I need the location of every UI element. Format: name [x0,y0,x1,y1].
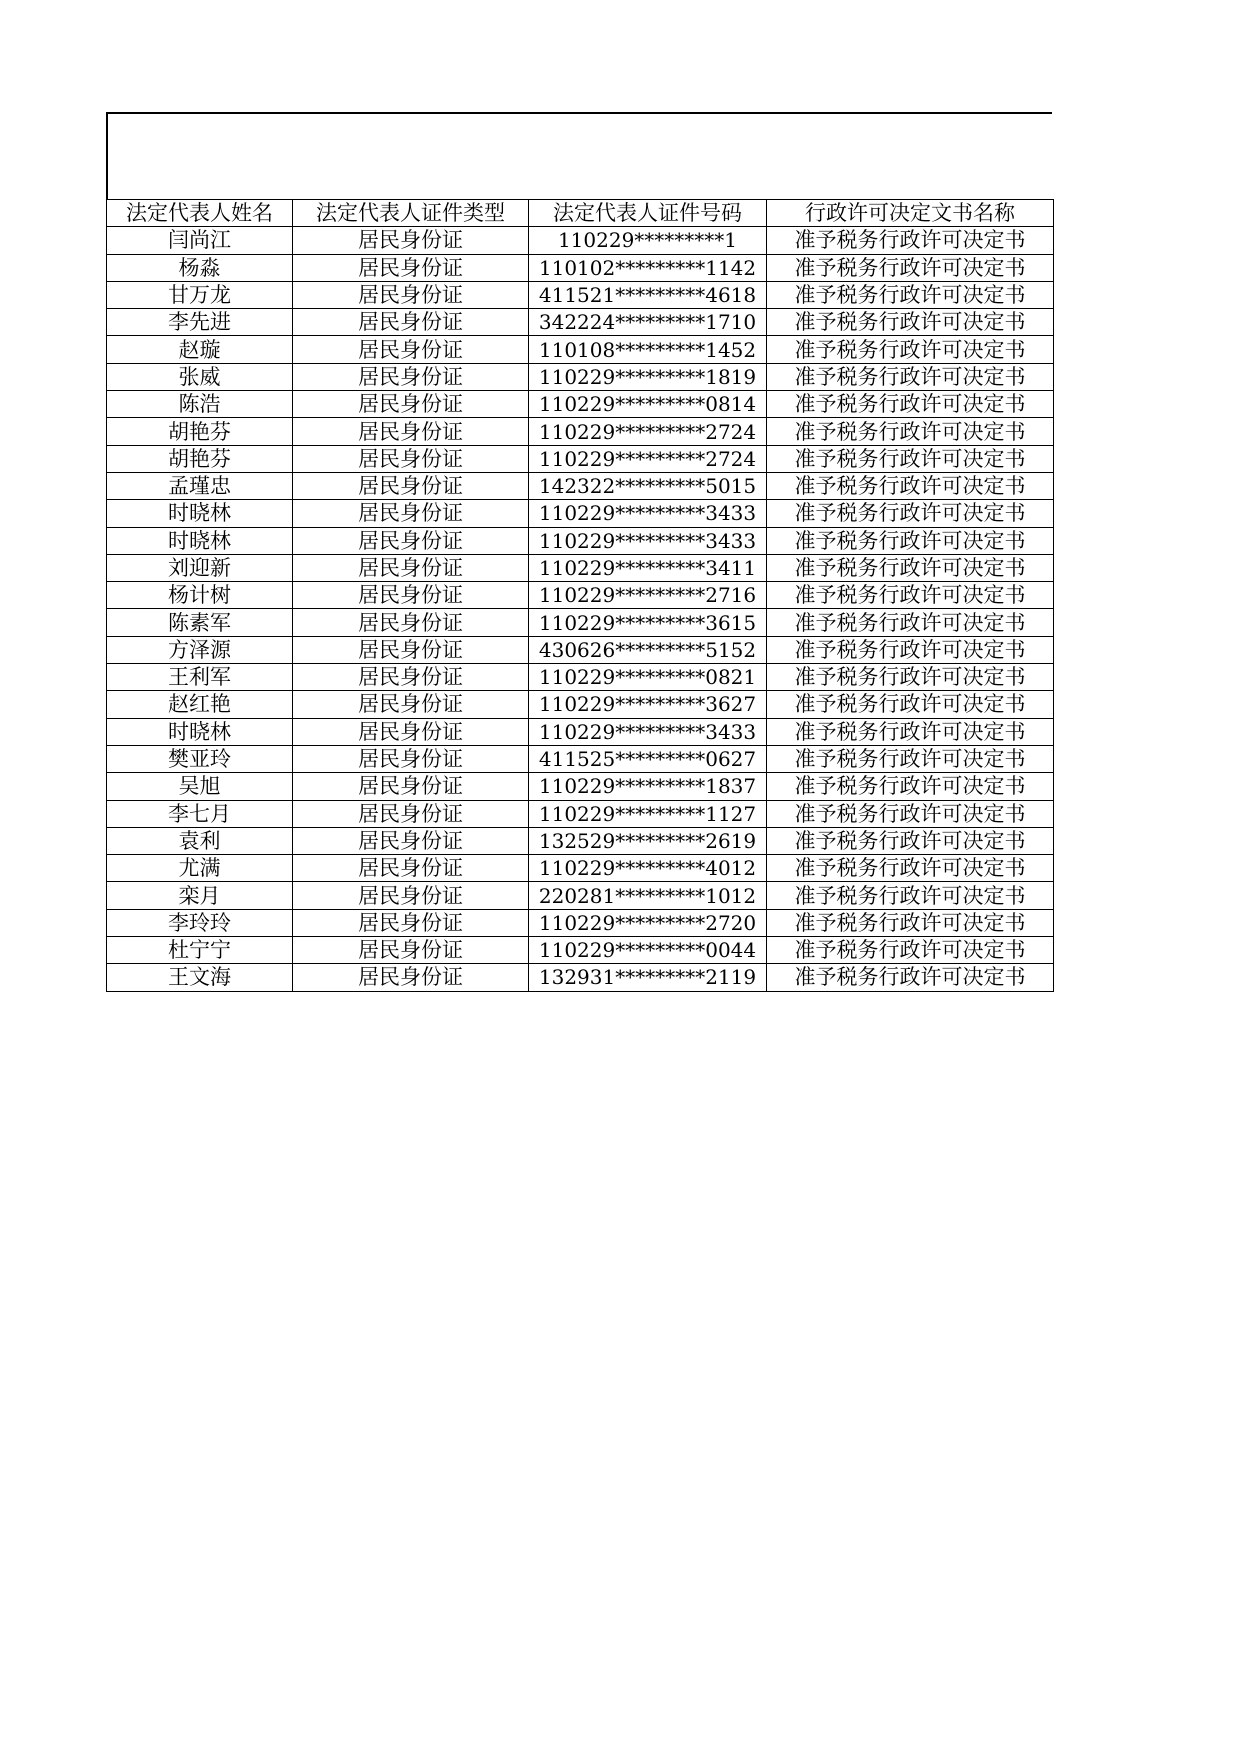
id-number-cell: 110102*********1142 [529,254,767,281]
table-row [107,855,1054,882]
legal-rep-name-cell: 李先进 [107,309,293,336]
legal-rep-name-cell: 赵璇 [107,336,293,363]
legal-rep-name-cell: 孟瑾忠 [107,472,293,499]
document-name-cell: 准予税务行政许可决定书 [767,937,1054,964]
id-type-cell: 居民身份证 [293,800,529,827]
table-row [107,964,1054,991]
header-cell-id-type: 法定代表人证件类型 [293,200,529,227]
header-cell-legal-rep-name: 法定代表人姓名 [107,200,293,227]
id-number-cell: 110229*********0821 [529,664,767,691]
id-number-cell: 110229*********0044 [529,937,767,964]
legal-rep-name-cell: 胡艳芬 [107,445,293,472]
table-row [107,909,1054,936]
table-row [107,445,1054,472]
document-name-cell: 准予税务行政许可决定书 [767,363,1054,390]
legal-rep-name-cell: 王文海 [107,964,293,991]
document-name-cell: 准予税务行政许可决定书 [767,855,1054,882]
id-number-cell: 132529*********2619 [529,827,767,854]
table-row [107,472,1054,499]
table-row [107,636,1054,663]
id-number-cell: 110229*********4012 [529,855,767,882]
table-row [107,281,1054,308]
id-type-cell: 居民身份证 [293,937,529,964]
document-name-cell: 准予税务行政许可决定书 [767,391,1054,418]
id-number-cell: 110229*********1837 [529,773,767,800]
legal-rep-name-cell: 李玲玲 [107,909,293,936]
table-row [107,582,1054,609]
title-merged-cell [106,112,1052,200]
document-name-cell: 准予税务行政许可决定书 [767,636,1054,663]
document-name-cell: 准予税务行政许可决定书 [767,664,1054,691]
header-cell-document-name: 行政许可决定文书名称 [767,200,1054,227]
document-name-cell: 准予税务行政许可决定书 [767,691,1054,718]
spreadsheet-page [106,112,1054,992]
legal-rep-name-cell: 闫尚江 [107,227,293,254]
header-cell-id-number: 法定代表人证件号码 [529,200,767,227]
id-number-cell: 110229*********2724 [529,445,767,472]
id-number-cell: 110229*********1 [529,227,767,254]
id-type-cell: 居民身份证 [293,472,529,499]
legal-rep-name-cell: 吴旭 [107,773,293,800]
id-number-cell: 110229*********0814 [529,391,767,418]
id-type-cell: 居民身份证 [293,418,529,445]
id-number-cell: 342224*********1710 [529,309,767,336]
id-number-cell: 110229*********3411 [529,554,767,581]
document-name-cell: 准予税务行政许可决定书 [767,745,1054,772]
legal-rep-name-cell: 时晓林 [107,527,293,554]
table-row [107,418,1054,445]
table-row [107,800,1054,827]
legal-rep-name-cell: 陈浩 [107,391,293,418]
document-name-cell: 准予税务行政许可决定书 [767,445,1054,472]
document-name-cell: 准予税务行政许可决定书 [767,418,1054,445]
legal-rep-name-cell: 栾月 [107,882,293,909]
id-type-cell: 居民身份证 [293,964,529,991]
id-type-cell: 居民身份证 [293,609,529,636]
id-number-cell: 110229*********3433 [529,500,767,527]
id-type-cell: 居民身份证 [293,745,529,772]
document-name-cell: 准予税务行政许可决定书 [767,309,1054,336]
table-row [107,827,1054,854]
table-row [107,745,1054,772]
legal-rep-name-cell: 李七月 [107,800,293,827]
id-type-cell: 居民身份证 [293,527,529,554]
id-type-cell: 居民身份证 [293,309,529,336]
legal-rep-name-cell: 樊亚玲 [107,745,293,772]
legal-rep-name-cell: 甘万龙 [107,281,293,308]
legal-rep-name-cell: 陈素军 [107,609,293,636]
document-name-cell: 准予税务行政许可决定书 [767,281,1054,308]
id-type-cell: 居民身份证 [293,445,529,472]
id-number-cell: 411525*********0627 [529,745,767,772]
table-row [107,882,1054,909]
id-type-cell: 居民身份证 [293,336,529,363]
document-name-cell: 准予税务行政许可决定书 [767,472,1054,499]
id-number-cell: 110229*********3433 [529,527,767,554]
document-name-cell: 准予税务行政许可决定书 [767,554,1054,581]
document-name-cell: 准予税务行政许可决定书 [767,527,1054,554]
table-row [107,554,1054,581]
id-type-cell: 居民身份证 [293,773,529,800]
id-type-cell: 居民身份证 [293,391,529,418]
document-name-cell: 准予税务行政许可决定书 [767,800,1054,827]
legal-rep-name-cell: 赵红艳 [107,691,293,718]
id-type-cell: 居民身份证 [293,691,529,718]
legal-rep-name-cell: 时晓林 [107,500,293,527]
document-name-cell: 准予税务行政许可决定书 [767,964,1054,991]
document-name-cell: 准予税务行政许可决定书 [767,773,1054,800]
id-type-cell: 居民身份证 [293,582,529,609]
license-table [106,199,1054,992]
legal-rep-name-cell: 杨计树 [107,582,293,609]
document-name-cell: 准予税务行政许可决定书 [767,827,1054,854]
table-row [107,664,1054,691]
id-number-cell: 110229*********2720 [529,909,767,936]
table-row [107,718,1054,745]
legal-rep-name-cell: 时晓林 [107,718,293,745]
document-name-cell: 准予税务行政许可决定书 [767,582,1054,609]
legal-rep-name-cell: 尤满 [107,855,293,882]
id-number-cell: 110229*********2724 [529,418,767,445]
document-name-cell: 准予税务行政许可决定书 [767,609,1054,636]
id-number-cell: 220281*********1012 [529,882,767,909]
id-number-cell: 110229*********3627 [529,691,767,718]
id-number-cell: 110108*********1452 [529,336,767,363]
id-type-cell: 居民身份证 [293,718,529,745]
id-type-cell: 居民身份证 [293,909,529,936]
id-type-cell: 居民身份证 [293,254,529,281]
id-number-cell: 430626*********5152 [529,636,767,663]
id-number-cell: 110229*********3433 [529,718,767,745]
id-number-cell: 110229*********1127 [529,800,767,827]
table-row [107,500,1054,527]
table-row [107,336,1054,363]
legal-rep-name-cell: 刘迎新 [107,554,293,581]
table-row [107,937,1054,964]
id-type-cell: 居民身份证 [293,827,529,854]
table-row [107,773,1054,800]
id-number-cell: 110229*********1819 [529,363,767,390]
legal-rep-name-cell: 方泽源 [107,636,293,663]
header-row [107,200,1054,227]
id-type-cell: 居民身份证 [293,363,529,390]
legal-rep-name-cell: 杨淼 [107,254,293,281]
id-type-cell: 居民身份证 [293,227,529,254]
document-name-cell: 准予税务行政许可决定书 [767,254,1054,281]
table-row [107,609,1054,636]
legal-rep-name-cell: 王利军 [107,664,293,691]
id-number-cell: 132931*********2119 [529,964,767,991]
id-type-cell: 居民身份证 [293,281,529,308]
table-row [107,691,1054,718]
table-row [107,391,1054,418]
legal-rep-name-cell: 袁利 [107,827,293,854]
legal-rep-name-cell: 张威 [107,363,293,390]
table-row [107,227,1054,254]
id-type-cell: 居民身份证 [293,554,529,581]
table-body [107,227,1054,991]
id-number-cell: 411521*********4618 [529,281,767,308]
table-row [107,309,1054,336]
table-row [107,527,1054,554]
id-type-cell: 居民身份证 [293,636,529,663]
id-type-cell: 居民身份证 [293,882,529,909]
document-name-cell: 准予税务行政许可决定书 [767,336,1054,363]
legal-rep-name-cell: 胡艳芬 [107,418,293,445]
table-row [107,254,1054,281]
document-name-cell: 准予税务行政许可决定书 [767,227,1054,254]
document-name-cell: 准予税务行政许可决定书 [767,909,1054,936]
id-number-cell: 142322*********5015 [529,472,767,499]
id-type-cell: 居民身份证 [293,664,529,691]
id-number-cell: 110229*********2716 [529,582,767,609]
document-name-cell: 准予税务行政许可决定书 [767,718,1054,745]
document-name-cell: 准予税务行政许可决定书 [767,882,1054,909]
id-number-cell: 110229*********3615 [529,609,767,636]
id-type-cell: 居民身份证 [293,855,529,882]
table-row [107,363,1054,390]
legal-rep-name-cell: 杜宁宁 [107,937,293,964]
id-type-cell: 居民身份证 [293,500,529,527]
document-name-cell: 准予税务行政许可决定书 [767,500,1054,527]
